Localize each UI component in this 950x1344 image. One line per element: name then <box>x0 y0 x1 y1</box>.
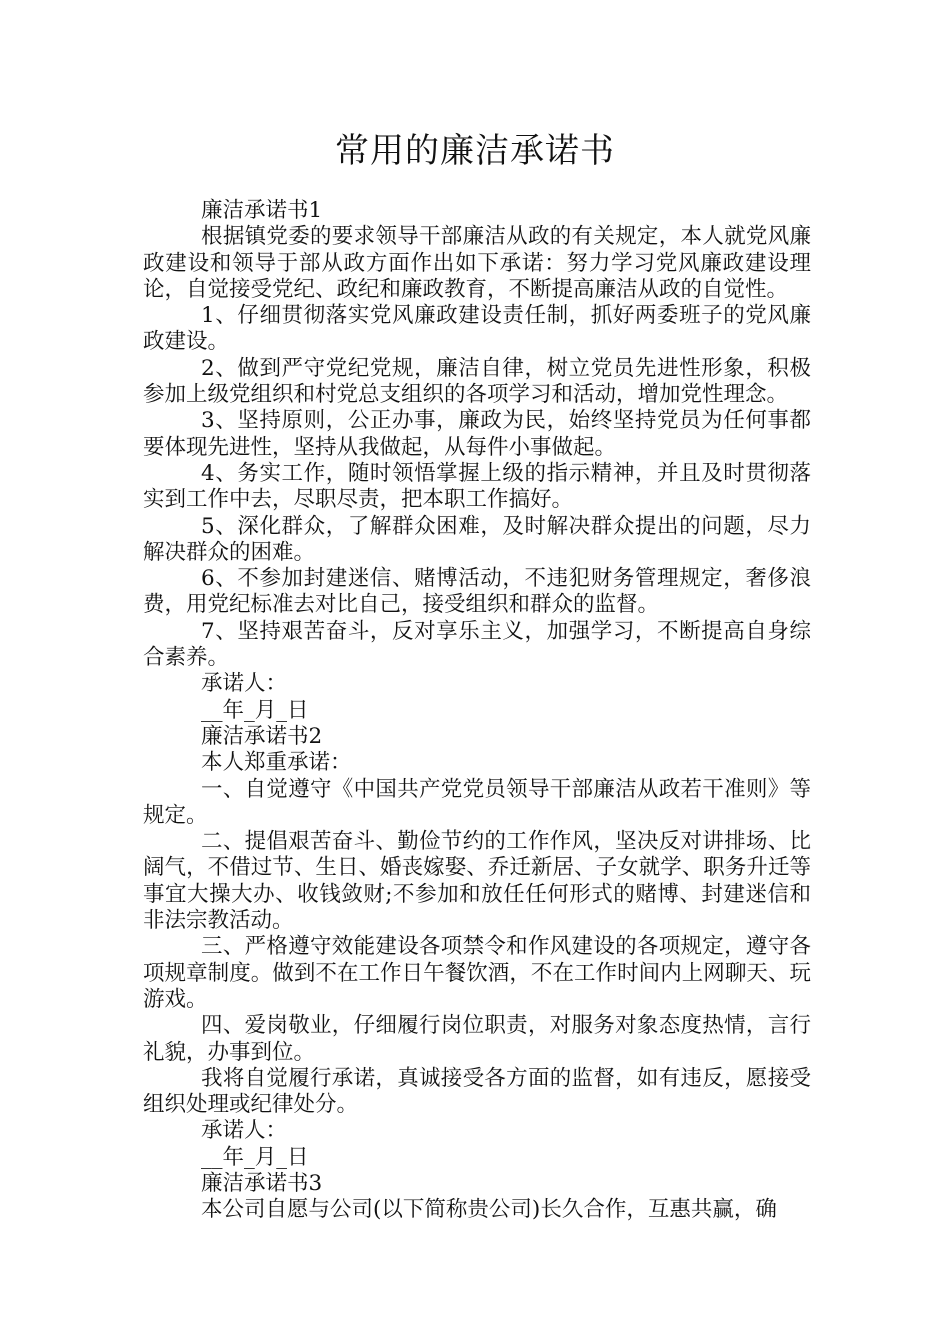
paragraph: 承诺人： <box>201 671 288 697</box>
paragraph: 承诺人： <box>201 1118 288 1144</box>
paragraph: 本人郑重承诺： <box>201 750 352 776</box>
paragraph: 3、坚持原则，公正办事，廉政为民，始终坚持党员为任何事都要体现先进性，坚持从我做起，从每件小事做起。 <box>143 408 811 460</box>
paragraph: 1、仔细贯彻落实党风廉政建设责任制，抓好两委班子的党风廉政建设。 <box>143 303 811 355</box>
paragraph: 一、自觉遵守《中国共产党党员领导干部廉洁从政若干准则》等规定。 <box>143 776 811 828</box>
paragraph: 四、爱岗敬业，仔细履行岗位职责，对服务对象态度热情，言行礼貌，办事到位。 <box>143 1013 811 1065</box>
paragraph: 7、坚持艰苦奋斗，反对享乐主义，加强学习，不断提高自身综合素养。 <box>143 618 811 671</box>
paragraph: 我将自觉履行承诺，真诚接受各方面的监督，如有违反，愿接受组织处理或纪律处分。 <box>143 1065 811 1118</box>
document-body <box>143 198 811 1224</box>
paragraph: __年_月_日 <box>201 1144 309 1170</box>
paragraph: 4、务实工作，随时领悟掌握上级的指示精神，并且及时贯彻落实到工作中去，尽职尽责，把本职工作搞好。 <box>143 460 811 513</box>
paragraph: 二、提倡艰苦奋斗、勤俭节约的工作作风，坚决反对讲排场、比阔气，不借过节、生日、婚丧嫁娶、乔迁新居、子女就学、职务升迁等事宜大操大办、收钱敛财;不参加和放任任何形式的赌博、封建迷信和非法宗教活动。 <box>143 829 811 934</box>
paragraph: 廉洁承诺书3 <box>201 1170 323 1196</box>
paragraph: 三、严格遵守效能建设各项禁令和作风建设的各项规定，遵守各项规章制度。做到不在工作日午餐饮酒，不在工作时间内上网聊天、玩游戏。 <box>143 934 811 1012</box>
paragraph: 2、做到严守党纪党规，廉洁自律，树立党员先进性形象，积极参加上级党组织和村党总支组织的各项学习和活动，增加党性理念。 <box>143 355 811 408</box>
paragraph: __年_月_日 <box>201 697 309 723</box>
document-title: 常用的廉洁承诺书 <box>335 131 615 171</box>
paragraph: 5、深化群众，了解群众困难，及时解决群众提出的问题，尽力解决群众的困难。 <box>143 513 811 565</box>
paragraph: 廉洁承诺书1 <box>201 198 323 223</box>
paragraph: 本公司自愿与公司(以下简称贵公司)长久合作，互惠共赢，确 <box>201 1197 777 1223</box>
paragraph: 廉洁承诺书2 <box>201 723 323 749</box>
paragraph: 6、不参加封建迷信、赌博活动，不违犯财务管理规定，奢侈浪费，用党纪标准去对比自己，接受组织和群众的监督。 <box>143 566 811 618</box>
paragraph: 根据镇党委的要求领导干部廉洁从政的有关规定，本人就党风廉政建设和领导于部从政方面作出如下承诺：努力学习党风廉政建设理论，自觉接受党纪、政纪和廉政教育，不断提高廉洁从政的自觉性。 <box>143 224 811 302</box>
